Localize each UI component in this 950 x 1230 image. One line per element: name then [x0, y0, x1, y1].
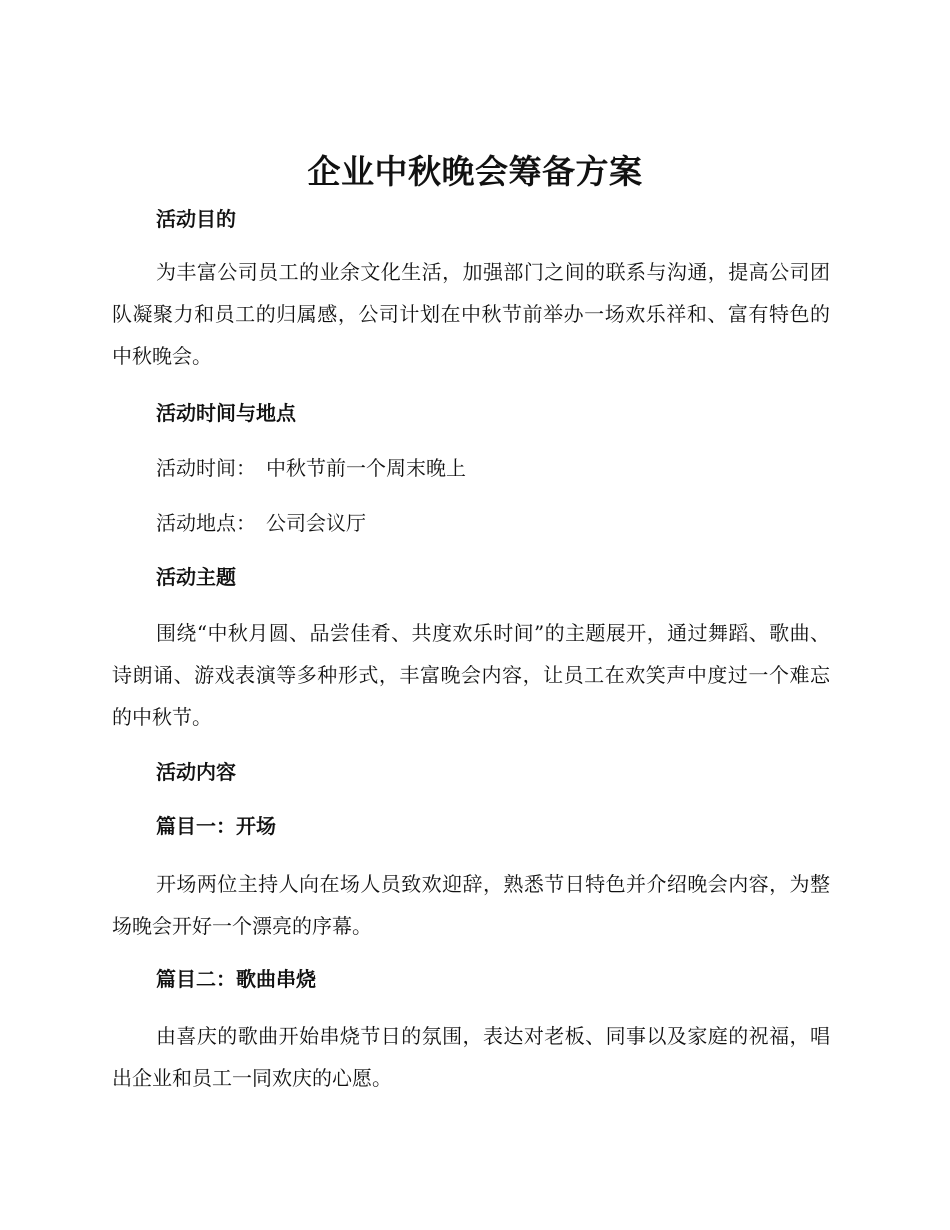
heading-content: 活动内容 — [156, 760, 236, 784]
activity-place-label: 活动地点： — [156, 511, 256, 535]
activity-place-value: 公司会议厅 — [266, 511, 366, 535]
activity-time-line — [156, 453, 466, 483]
heading-theme: 活动主题 — [156, 565, 236, 589]
paragraph-purpose: 为丰富公司员工的业余文化生活，加强部门之间的联系与沟通，提高公司团队凝聚力和员工的归属感，公司计划在中秋节前举办一场欢乐祥和、富有特色的中秋晚会。 — [112, 260, 830, 368]
heading-purpose: 活动目的 — [156, 207, 236, 231]
paragraph-part-2: 由喜庆的歌曲开始串烧节日的氛围，表达对老板、同事以及家庭的祝福，唱出企业和员工一同欢庆的心愿。 — [112, 1024, 830, 1090]
document-page — [112, 0, 830, 1230]
heading-part-2: 篇目二：歌曲串烧 — [156, 967, 316, 991]
heading-time-place: 活动时间与地点 — [156, 401, 296, 425]
activity-time-label: 活动时间： — [156, 456, 256, 480]
activity-time-value: 中秋节前一个周末晚上 — [266, 456, 466, 480]
heading-part-1: 篇目一：开场 — [156, 814, 276, 838]
paragraph-theme: 围绕“中秋月圆、品尝佳肴、共度欢乐时间”的主题展开，通过舞蹈、歌曲、诗朗诵、游戏表演等多种形式，丰富晚会内容，让员工在欢笑声中度过一个难忘的中秋节。 — [112, 621, 830, 729]
activity-place-line — [156, 508, 366, 538]
paragraph-part-1: 开场两位主持人向在场人员致欢迎辞，熟悉节日特色并介绍晚会内容，为整场晚会开好一个漂亮的序幕。 — [112, 872, 830, 938]
document-title: 企业中秋晚会筹备方案 — [307, 152, 643, 191]
